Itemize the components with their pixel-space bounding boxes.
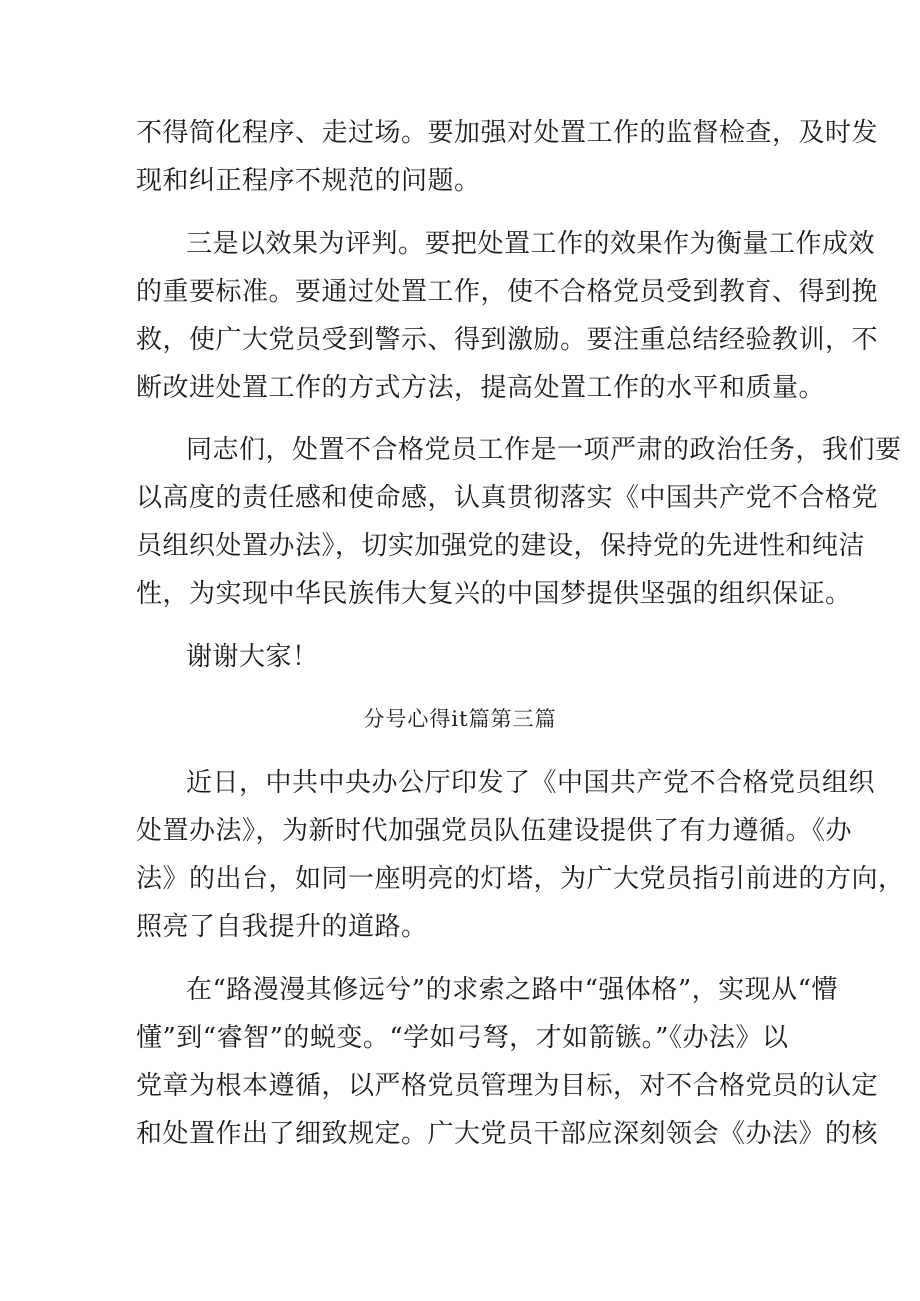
- paragraph-line: 照亮了自我提升的道路。: [136, 912, 428, 942]
- paragraph-line: 党章为根本遵循，以严格党员管理为目标，对不合格党员的认定: [136, 1071, 879, 1101]
- paragraph-line: 懂”到“睿智”的蜕变。“学如弓弩，才如箭镞。”《办法》以: [136, 1023, 789, 1053]
- paragraph-line: 同志们，处置不合格党员工作是一项严肃的政治任务，我们要: [186, 435, 902, 465]
- paragraph-line: 的重要标准。要通过处置工作，使不合格党员受到教育、得到挽: [136, 277, 879, 307]
- paragraph-line: 现和纠正程序不规范的问题。: [136, 166, 481, 196]
- paragraph-line: 救，使广大党员受到警示、得到激励。要注重总结经验教训，不: [136, 325, 879, 355]
- paragraph-line: 断改进处置工作的方式方法，提高处置工作的水平和质量。: [136, 373, 826, 403]
- section-heading: 分号心得it篇第三篇: [363, 707, 557, 731]
- paragraph-line: 法》的出台，如同一座明亮的灯塔，为广大党员指引前进的方向，: [136, 864, 905, 894]
- paragraph-line: 以高度的责任感和使命感，认真贯彻落实《中国共产党不合格党: [136, 483, 879, 513]
- paragraph-line: 三是以效果为评判。要把处置工作的效果作为衡量工作成效: [186, 229, 876, 259]
- paragraph-line: 不得简化程序、走过场。要加强对处置工作的监督检查，及时发: [136, 118, 879, 148]
- paragraph-line: 性，为实现中华民族伟大复兴的中国梦提供坚强的组织保证。: [136, 579, 852, 609]
- paragraph-line: 员组织处置办法》，切实加强党的建设，保持党的先进性和纯洁: [136, 531, 866, 561]
- paragraph-line: 在“路漫漫其修远兮”的求索之路中“强体格”，实现从“懵: [186, 975, 838, 1005]
- paragraph-line: 近日，中共中央办公厅印发了《中国共产党不合格党员组织: [186, 768, 876, 798]
- closing-line: 谢谢大家！: [186, 642, 319, 672]
- paragraph-line: 和处置作出了细致规定。广大党员干部应深刻领会《办法》的核: [136, 1119, 879, 1149]
- paragraph-line: 处置办法》，为新时代加强党员队伍建设提供了有力遵循。《办: [136, 816, 853, 846]
